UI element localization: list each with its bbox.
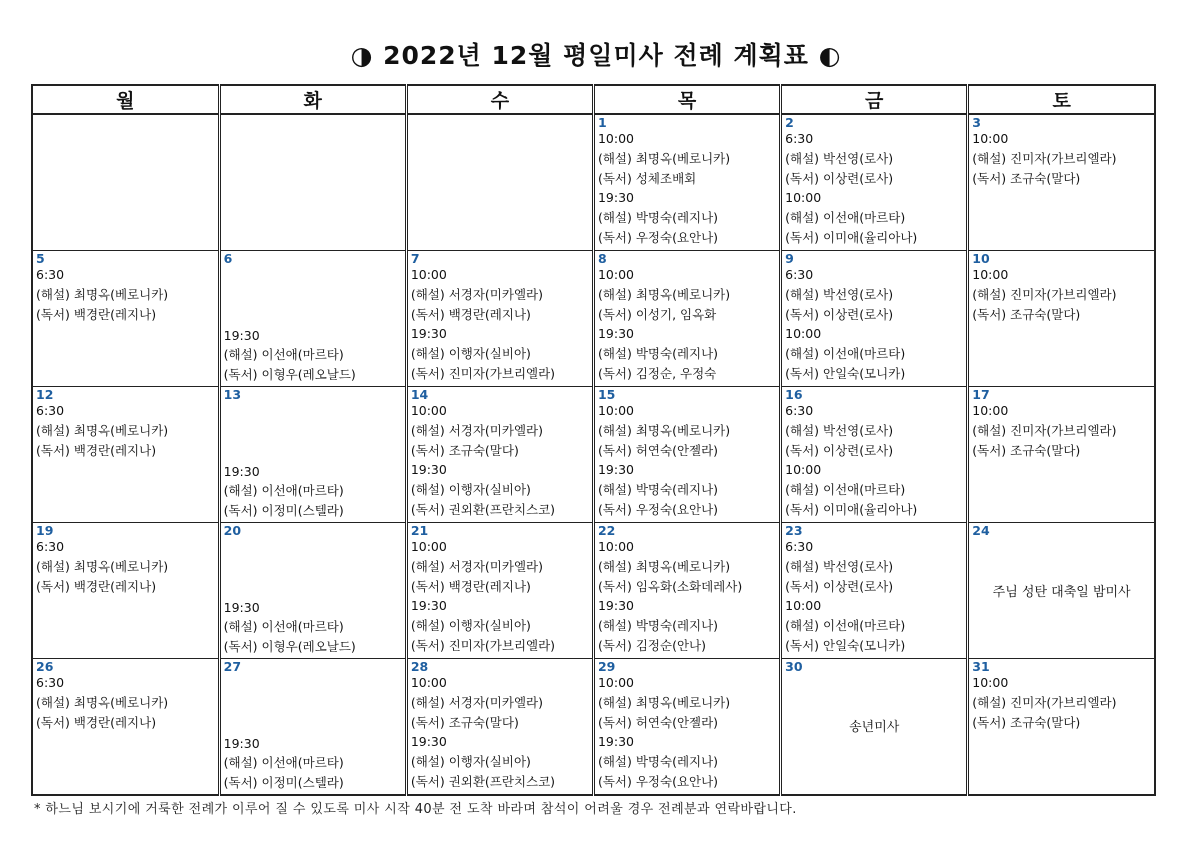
schedule-line: (해설) 최명옥(베로니카) (36, 422, 169, 438)
day-cell-content (408, 115, 592, 250)
special-mass-note: 송년미사 (849, 720, 900, 735)
day-cell-content (221, 251, 405, 386)
day-cell (219, 114, 406, 251)
weekday-header: 목 (593, 85, 780, 114)
schedule-line: (독서) 조규숙(말다) (972, 714, 1081, 730)
schedule-line: (해설) 이선애(마르타) (223, 347, 344, 363)
day-cell-content (782, 659, 966, 794)
schedule-line: 19:30 (410, 734, 447, 750)
schedule-line: (독서) 이미애(율리아나) (785, 229, 918, 245)
schedule-line: (해설) 이선애(마르타) (785, 346, 906, 362)
day-number: 20 (223, 523, 242, 538)
day-cell-content (969, 387, 1154, 522)
schedule-line: 10:00 (410, 267, 447, 282)
day-cell-content (595, 659, 779, 794)
schedule-line: 10:00 (597, 403, 634, 418)
schedule-line: (해설) 서경자(미카엘라) (410, 558, 543, 574)
schedule-line: (독서) 권외환(프란치스코) (410, 501, 556, 517)
day-number: 23 (785, 523, 803, 538)
day-cell-content (595, 523, 779, 658)
day-number: 7 (410, 251, 420, 266)
day-number: 13 (223, 387, 242, 402)
day-number: 22 (597, 523, 616, 538)
day-cell (781, 387, 968, 523)
schedule-line: (독서) 백경란(레지나) (36, 714, 157, 730)
schedule-line: (해설) 이행자(실비아) (410, 754, 531, 770)
schedule-line: (독서) 김정순, 우정숙 (597, 365, 717, 381)
schedule-line: (독서) 백경란(레지나) (36, 578, 157, 594)
schedule-line: (해설) 이행자(실비아) (410, 346, 531, 362)
day-cell-content (595, 251, 779, 386)
schedule-line: 19:30 (223, 463, 260, 479)
day-cell (219, 251, 406, 387)
day-cell (781, 659, 968, 796)
day-cell (32, 659, 219, 796)
schedule-line: (독서) 조규숙(말다) (972, 170, 1081, 186)
day-cell (32, 251, 219, 387)
day-cell-content (221, 387, 405, 522)
schedule-line: (독서) 성체조배회 (597, 170, 697, 186)
day-cell-content (782, 251, 966, 386)
schedule-line: (독서) 우정숙(요안나) (597, 501, 719, 517)
schedule-line: 10:00 (972, 267, 1009, 282)
schedule-line: (해설) 최명옥(베로니카) (36, 286, 169, 302)
schedule-line: (해설) 이선애(마르타) (785, 210, 906, 226)
day-cell (406, 523, 593, 659)
weekday-header: 토 (968, 85, 1155, 114)
day-cell (593, 523, 780, 659)
day-cell (968, 251, 1155, 387)
day-cell-content (782, 523, 966, 658)
day-cell (406, 659, 593, 796)
schedule-line: (해설) 이행자(실비아) (410, 618, 531, 634)
schedule-line: (해설) 최명옥(베로니카) (597, 694, 731, 710)
special-mass-note: 주님 성탄 대축일 밤미사 (992, 585, 1131, 600)
weekday-header: 월 (32, 85, 219, 114)
schedule-line: 19:30 (410, 462, 447, 478)
day-cell-content (782, 387, 966, 522)
schedule-line: (해설) 이선애(마르타) (223, 619, 344, 635)
day-number: 3 (972, 115, 981, 130)
schedule-line: 19:30 (410, 326, 447, 342)
schedule-line: 6:30 (36, 403, 65, 418)
day-number: 12 (36, 387, 54, 402)
day-cell-content (33, 523, 218, 658)
day-number: 9 (785, 251, 794, 266)
day-number: 29 (597, 659, 616, 674)
schedule-line: (해설) 이선애(마르타) (223, 755, 344, 771)
schedule-line: (해설) 최명옥(베로니카) (597, 150, 731, 166)
day-cell-content (408, 251, 592, 386)
day-number: 6 (223, 251, 233, 266)
schedule-line: (해설) 이행자(실비아) (410, 482, 531, 498)
day-number: 16 (785, 387, 803, 402)
schedule-line: (독서) 우정숙(요안나) (597, 773, 719, 789)
schedule-line: (독서) 백경란(레지나) (36, 306, 157, 322)
schedule-line: 19:30 (597, 326, 634, 342)
schedule-line: (독서) 백경란(레지나) (36, 442, 157, 458)
schedule-line: 10:00 (972, 403, 1009, 418)
schedule-line: (독서) 진미자(가브리엘라) (410, 365, 556, 381)
schedule-line: (해설) 이선애(마르타) (785, 482, 906, 498)
schedule-line: 10:00 (597, 267, 634, 282)
day-cell-content (969, 659, 1154, 794)
schedule-line: 19:30 (597, 598, 634, 614)
footnote: * 하느님 보시기에 거룩한 전례가 이루어 질 수 있도록 미사 시작 40분 전 도착 바라며 참석이 어려울 경우 전례분과 연락바랍니다. (34, 802, 797, 817)
schedule-line: 10:00 (597, 675, 634, 690)
schedule-line: 10:00 (410, 675, 447, 690)
day-cell (968, 114, 1155, 251)
week-row (32, 387, 1155, 523)
day-cell (968, 523, 1155, 659)
schedule-line: 19:30 (597, 190, 634, 206)
day-cell-content (969, 251, 1154, 386)
day-cell (406, 387, 593, 523)
schedule-line: (독서) 허연숙(안젤라) (597, 442, 719, 458)
schedule-line: (해설) 진미자(가브리엘라) (972, 694, 1117, 710)
day-cell (781, 523, 968, 659)
page-title: ◑ 2022년 12월 평일미사 전례 계획표 ◐ (350, 41, 842, 70)
schedule-line: (독서) 이상련(로사) (785, 306, 894, 322)
week-row (32, 114, 1155, 251)
day-cell (406, 114, 593, 251)
schedule-line: (해설) 최명옥(베로니카) (36, 694, 169, 710)
schedule-line: (해설) 서경자(미카엘라) (410, 286, 543, 302)
day-cell (219, 387, 406, 523)
schedule-line: (해설) 박명숙(레지나) (597, 482, 719, 498)
day-number: 21 (410, 523, 429, 538)
schedule-line: (해설) 박선영(로사) (785, 286, 894, 302)
day-number (411, 116, 589, 129)
schedule-line: (해설) 박선영(로사) (785, 150, 894, 166)
weekday-header: 화 (219, 85, 406, 114)
schedule-line: (독서) 이상련(로사) (785, 170, 894, 186)
schedule-line: 6:30 (36, 539, 65, 554)
day-cell (219, 659, 406, 796)
day-cell (219, 523, 406, 659)
schedule-line: (독서) 허연숙(안젤라) (597, 714, 719, 730)
schedule-line: 10:00 (597, 131, 634, 146)
schedule-line: (해설) 서경자(미카엘라) (410, 422, 543, 438)
day-number: 31 (972, 659, 990, 674)
day-cell (593, 114, 780, 251)
schedule-line: 19:30 (223, 599, 260, 615)
schedule-line: (독서) 이상련(로사) (785, 578, 894, 594)
day-cell (593, 251, 780, 387)
day-number: 30 (785, 659, 803, 674)
day-cell-content (595, 387, 779, 522)
day-number: 19 (36, 523, 54, 538)
schedule-line: (해설) 박선영(로사) (785, 558, 894, 574)
schedule-line: 10:00 (410, 539, 447, 554)
schedule-line: (해설) 진미자(가브리엘라) (972, 422, 1117, 438)
schedule-line: (해설) 최명옥(베로니카) (36, 558, 169, 574)
schedule-line: 19:30 (223, 327, 260, 343)
schedule-line: (해설) 박명숙(레지나) (597, 210, 719, 226)
schedule-line: (독서) 김정순(안나) (597, 637, 706, 653)
schedule-line: (독서) 안일숙(모니카) (785, 365, 906, 381)
day-number: 14 (410, 387, 429, 402)
schedule-line: 10:00 (785, 190, 822, 206)
day-cell (968, 387, 1155, 523)
day-cell-content (33, 659, 218, 794)
day-cell (593, 387, 780, 523)
liturgy-calendar (31, 84, 1156, 796)
day-number: 28 (410, 659, 429, 674)
schedule-line: 6:30 (785, 539, 814, 554)
weekday-header-row (32, 85, 1155, 114)
day-cell-content (33, 387, 218, 522)
day-number: 5 (36, 251, 45, 266)
day-cell (32, 387, 219, 523)
weekday-header: 수 (406, 85, 593, 114)
schedule-line: (독서) 임옥화(소화데레사) (597, 578, 743, 594)
schedule-line: (해설) 박명숙(레지나) (597, 618, 719, 634)
day-cell (968, 659, 1155, 796)
day-cell-content (969, 115, 1154, 250)
schedule-line: (해설) 서경자(미카엘라) (410, 694, 543, 710)
schedule-line: 10:00 (785, 598, 822, 614)
day-number: 26 (36, 659, 54, 674)
schedule-line: (독서) 백경란(레지나) (410, 578, 531, 594)
schedule-line: (해설) 최명옥(베로니카) (597, 286, 731, 302)
week-row (32, 251, 1155, 387)
day-number (224, 116, 402, 129)
schedule-line: (해설) 최명옥(베로니카) (597, 558, 731, 574)
schedule-line: 6:30 (36, 675, 65, 690)
schedule-line: 10:00 (597, 539, 634, 554)
schedule-line: (독서) 권외환(프란치스코) (410, 773, 556, 789)
weekday-header: 금 (781, 85, 968, 114)
schedule-line: (해설) 진미자(가브리엘라) (972, 150, 1117, 166)
schedule-line: (독서) 진미자(가브리엘라) (410, 637, 556, 653)
week-row (32, 523, 1155, 659)
schedule-line: (해설) 이선애(마르타) (223, 483, 344, 499)
schedule-line: (독서) 이정미(스텔라) (223, 775, 344, 791)
week-row (32, 659, 1155, 796)
schedule-line: (해설) 이선애(마르타) (785, 618, 906, 634)
schedule-line: (해설) 진미자(가브리엘라) (972, 286, 1117, 302)
day-cell-content (33, 115, 218, 250)
schedule-line: (해설) 최명옥(베로니카) (597, 422, 731, 438)
day-number: 24 (972, 523, 990, 538)
day-cell (781, 114, 968, 251)
schedule-line: 19:30 (410, 598, 447, 614)
day-cell-content (408, 659, 592, 794)
schedule-line: (독서) 조규숙(말다) (410, 714, 519, 730)
schedule-line: 10:00 (785, 326, 822, 342)
schedule-line: 10:00 (972, 131, 1009, 146)
day-cell (593, 659, 780, 796)
day-cell-content (221, 115, 405, 250)
schedule-line: (해설) 박명숙(레지나) (597, 754, 719, 770)
day-number: 1 (597, 115, 607, 130)
day-cell (32, 523, 219, 659)
schedule-line: 6:30 (785, 403, 814, 418)
day-cell-content (782, 115, 966, 250)
schedule-line: (독서) 백경란(레지나) (410, 306, 531, 322)
day-number: 8 (597, 251, 607, 266)
schedule-line: (독서) 안일숙(모니카) (785, 637, 906, 653)
day-cell-content (408, 387, 592, 522)
schedule-line: 10:00 (972, 675, 1009, 690)
day-number: 17 (972, 387, 990, 402)
day-cell-content (221, 523, 405, 658)
schedule-line: 6:30 (785, 267, 814, 282)
day-cell-content (595, 115, 779, 250)
day-cell-content (969, 523, 1154, 658)
day-cell-content (408, 523, 592, 658)
schedule-line: 10:00 (410, 403, 447, 418)
schedule-line: (해설) 박명숙(레지나) (597, 346, 719, 362)
schedule-line: (독서) 이정미(스텔라) (223, 503, 344, 519)
schedule-line: 6:30 (785, 131, 814, 146)
schedule-line: (독서) 우정숙(요안나) (597, 229, 719, 245)
day-number: 2 (785, 115, 794, 130)
schedule-line: (독서) 조규숙(말다) (410, 442, 519, 458)
schedule-line: (독서) 이형우(레오날드) (223, 367, 356, 383)
day-number (36, 116, 215, 129)
schedule-line: (독서) 이성기, 임옥화 (597, 306, 717, 322)
schedule-line: (독서) 이상련(로사) (785, 442, 894, 458)
day-cell (781, 251, 968, 387)
schedule-line: (독서) 조규숙(말다) (972, 442, 1081, 458)
day-cell-content (221, 659, 405, 794)
day-cell (32, 114, 219, 251)
schedule-line: 10:00 (785, 462, 822, 478)
schedule-line: 6:30 (36, 267, 65, 282)
schedule-line: 19:30 (597, 734, 634, 750)
schedule-line: 19:30 (597, 462, 634, 478)
day-number: 10 (972, 251, 990, 266)
day-cell (406, 251, 593, 387)
schedule-line: (독서) 이형우(레오날드) (223, 639, 356, 655)
day-number: 27 (223, 659, 242, 674)
schedule-line: (독서) 이미애(율리아나) (785, 501, 918, 517)
schedule-line: (해설) 박선영(로사) (785, 422, 894, 438)
day-number: 15 (597, 387, 616, 402)
day-cell-content (33, 251, 218, 386)
schedule-line: (독서) 조규숙(말다) (972, 306, 1081, 322)
schedule-line: 19:30 (223, 735, 260, 751)
